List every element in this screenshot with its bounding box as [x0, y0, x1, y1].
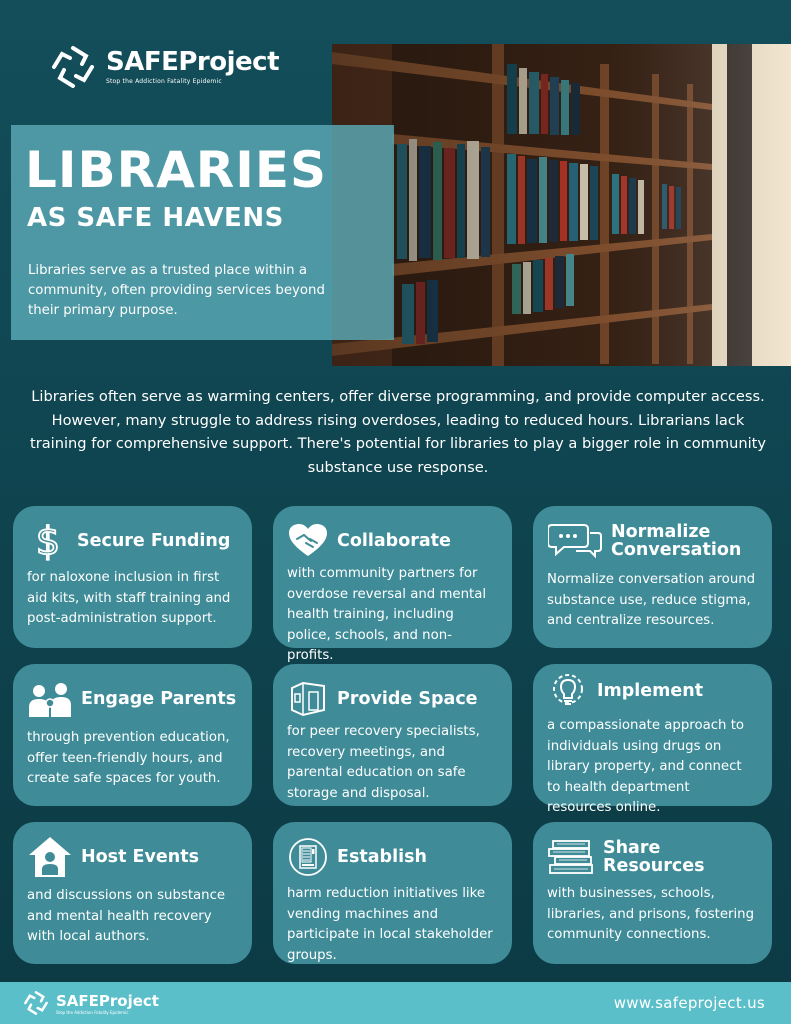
- footer-brand-name: SAFEProject: [56, 991, 159, 1010]
- card-title: Provide Space: [337, 688, 478, 709]
- card-establish: [273, 822, 512, 964]
- card-title: Share Resources: [603, 837, 705, 876]
- hero-description: Libraries serve as a trusted place within a community, often providing services beyond their primary purpose.: [28, 263, 325, 318]
- card-title: Implement: [597, 680, 704, 701]
- lightbulb-gear-icon: [547, 670, 589, 712]
- hero-title: LIBRARIES: [25, 141, 328, 199]
- card-collaborate: [273, 506, 512, 663]
- card-engage-parents: [13, 664, 252, 806]
- footer-bar: [0, 982, 791, 1024]
- hero-subtitle: AS SAFE HAVENS: [27, 203, 284, 233]
- vending-machine-icon: [287, 836, 329, 878]
- hero-panel: [11, 125, 394, 340]
- card-body: through prevention education, offer teen-friendly hours, and create safe spaces for youth.: [27, 730, 230, 786]
- card-title: Collaborate: [337, 530, 451, 551]
- card-secure-funding: [13, 506, 252, 648]
- card-title: Secure Funding: [77, 530, 231, 551]
- brand-name: SAFEProject: [106, 47, 279, 77]
- dollar-icon: [27, 520, 69, 562]
- card-title: Normalize Conversation: [611, 521, 742, 560]
- card-body: harm reduction initiatives like vending machines and participate in local stakeholder groups.: [287, 886, 493, 963]
- chat-bubbles-icon: [547, 520, 603, 562]
- card-body: Normalize conversation around substance use, reduce stigma, and centralize resources.: [547, 572, 756, 628]
- book-stack-icon: [547, 836, 595, 878]
- handshake-icon: [287, 520, 329, 562]
- room-icon: [287, 678, 329, 720]
- card-normalize-conversation: [533, 506, 772, 648]
- house-person-icon: [27, 836, 73, 878]
- safeproject-logo-icon: [48, 42, 98, 92]
- card-provide-space: [273, 664, 512, 806]
- card-host-events: [13, 822, 252, 964]
- card-body: with businesses, schools, libraries, and prisons, fostering community connections.: [547, 886, 755, 942]
- family-icon: [27, 678, 73, 720]
- footer-brand-tagline: Stop the Addiction Fatality Epidemic: [56, 1009, 129, 1015]
- safeproject-logo-icon: [22, 989, 50, 1017]
- bookshelf-photo: [332, 44, 791, 366]
- brand-tagline: Stop the Addiction Fatality Epidemic: [106, 78, 222, 85]
- card-body: with community partners for overdose reversal and mental health training, including police, schools, and non-profits.: [287, 566, 487, 663]
- card-title: Engage Parents: [81, 688, 237, 709]
- card-title: Establish: [337, 846, 427, 867]
- brand-logo: [48, 42, 279, 92]
- card-share-resources: [533, 822, 772, 964]
- svg-text:$: $: [35, 521, 61, 561]
- card-body: a compassionate approach to individuals using drugs on library property, and connect to health department resources online.: [547, 718, 745, 815]
- card-title: Host Events: [81, 846, 200, 867]
- card-implement: [533, 664, 772, 815]
- card-body: for peer recovery specialists, recovery meetings, and parental education on safe storage and disposal.: [287, 724, 480, 801]
- website-link[interactable]: www.safeproject.us: [613, 994, 765, 1012]
- footer-logo: [22, 989, 159, 1017]
- card-body: and discussions on substance and mental health recovery with local authors.: [27, 888, 226, 944]
- intro-paragraph: Libraries often serve as warming centers, offer diverse programming, and provide computer access. However, many struggle to address rising overdoses, leading to reduced hours. Librarians lack training for comprehensive support. There's potential for libraries to play a bigger role in community substance use response.: [30, 388, 766, 476]
- card-body: for naloxone inclusion in first aid kits, with staff training and post-administration support.: [27, 570, 231, 626]
